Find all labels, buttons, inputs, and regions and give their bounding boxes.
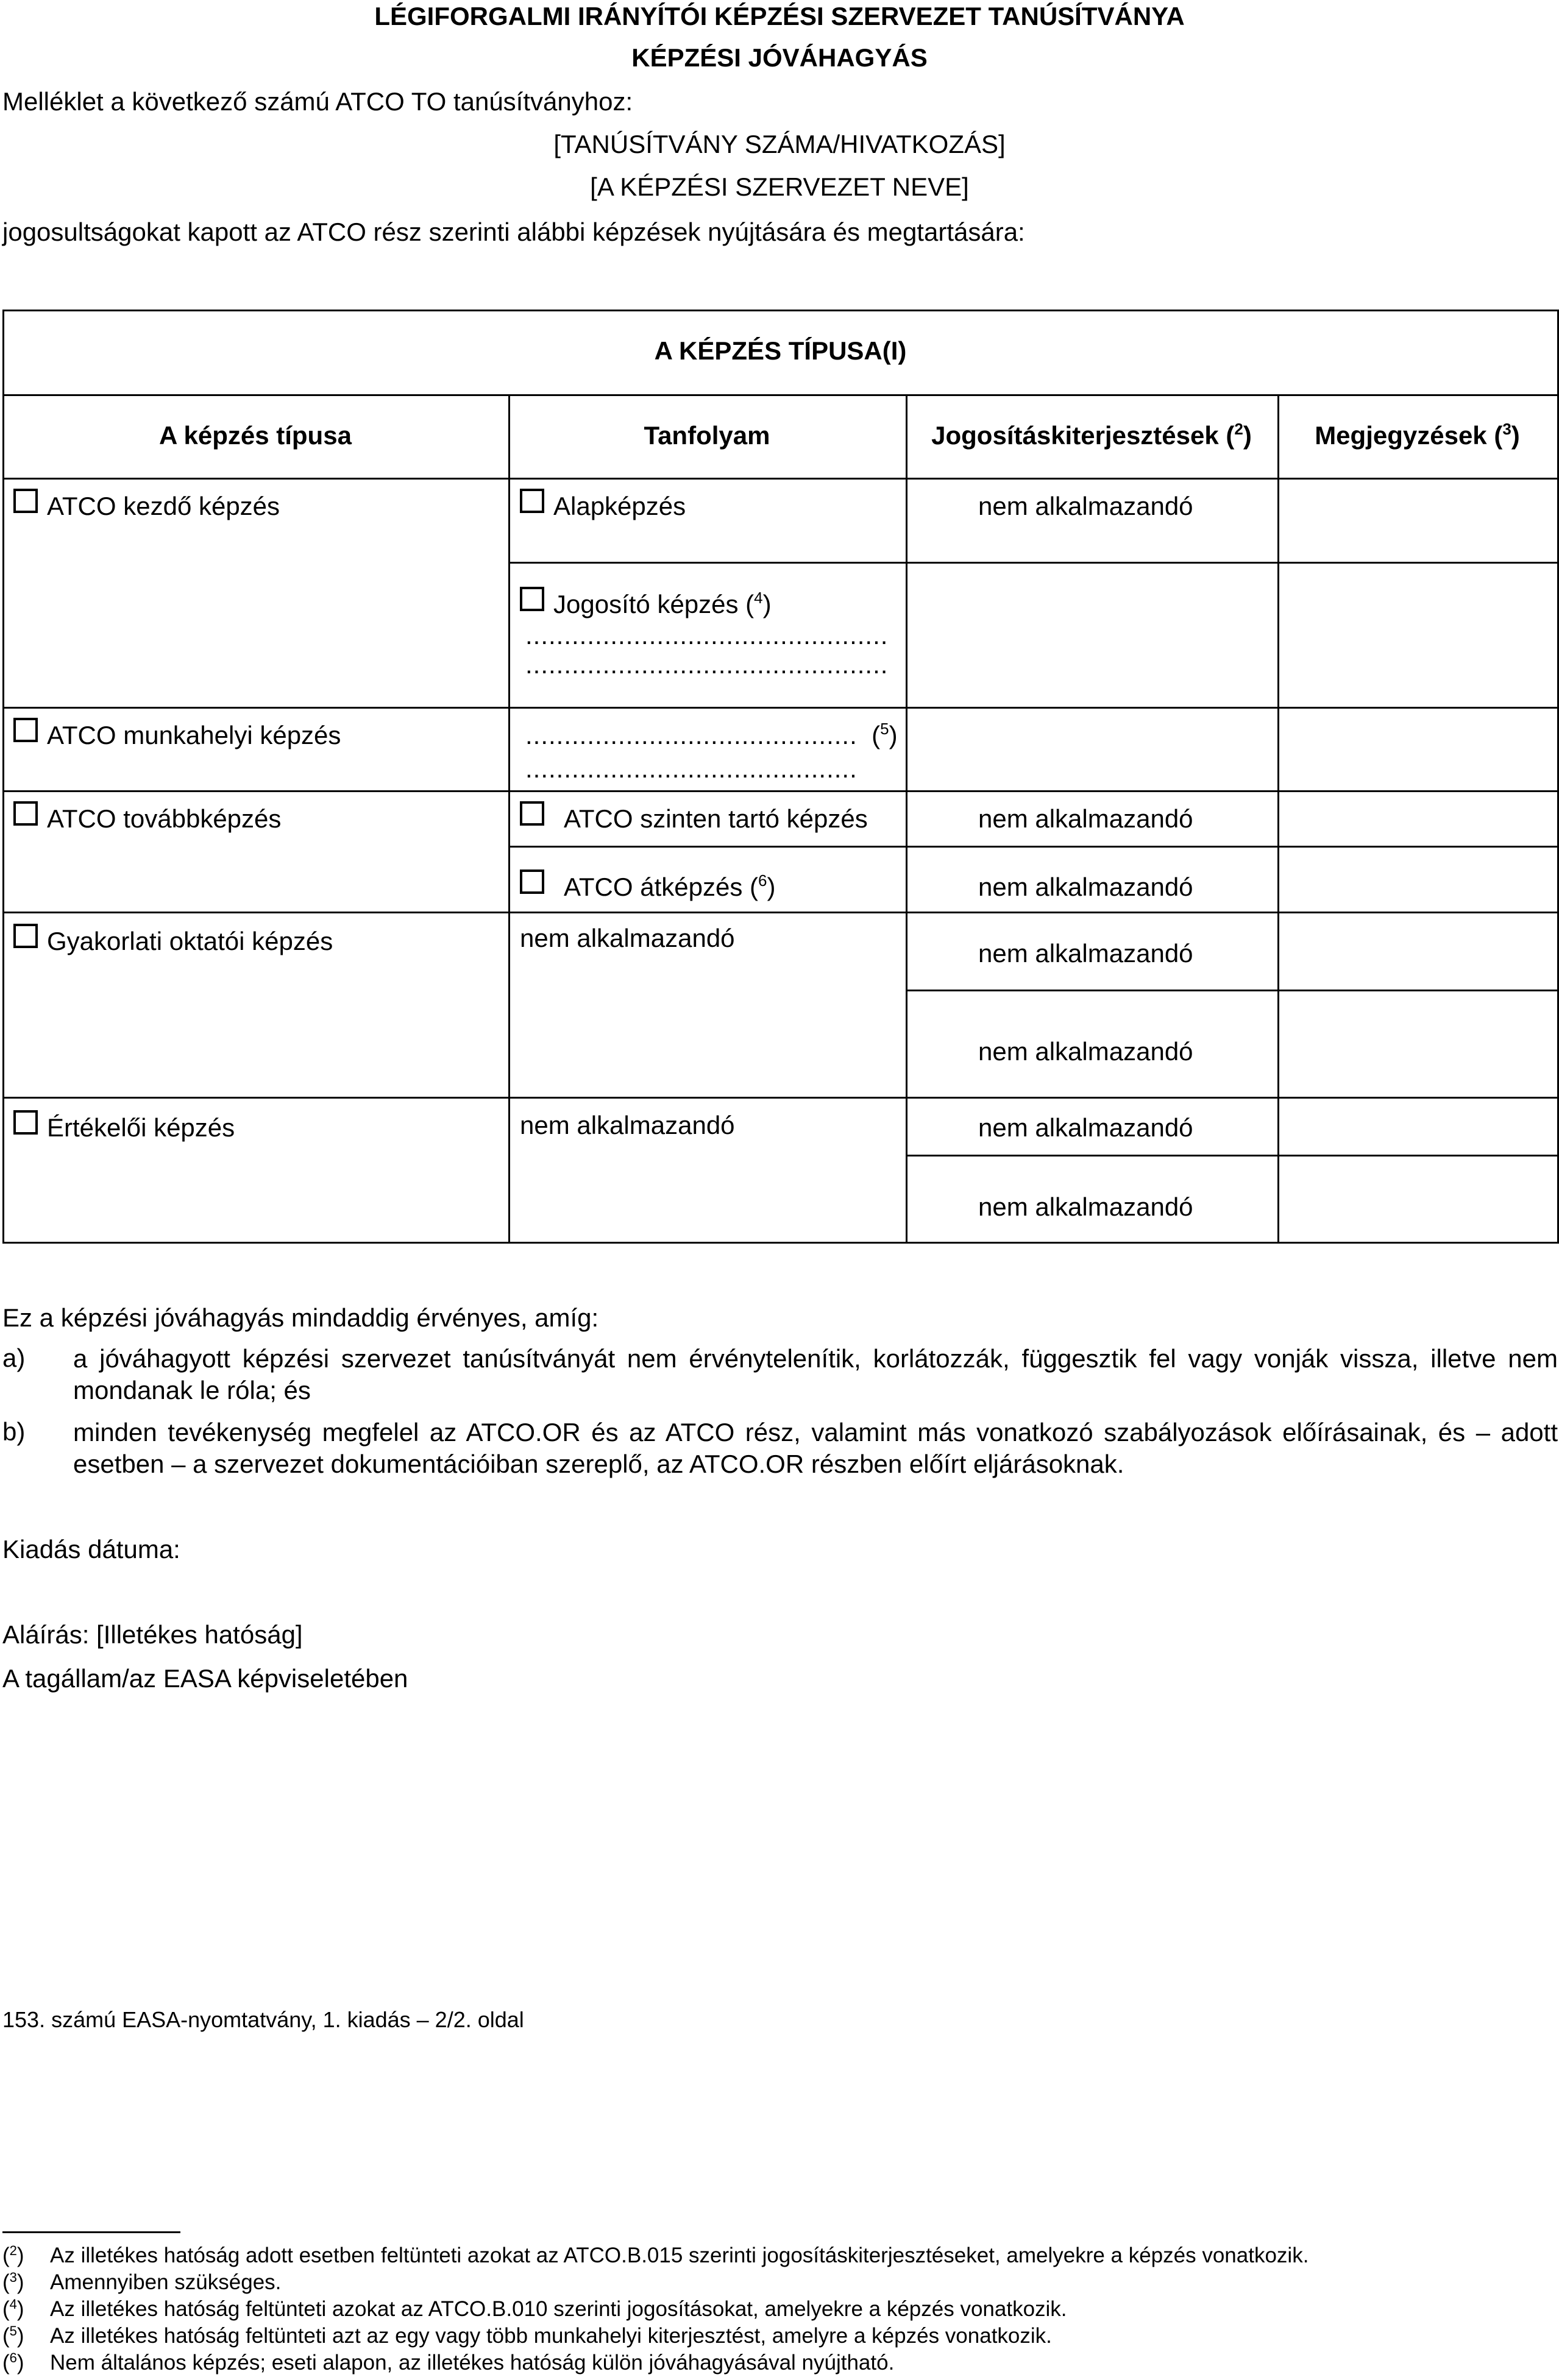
footnote-6-sup: 6 <box>9 2350 17 2365</box>
column-header-rating-endorsements <box>906 420 1277 451</box>
na-assessor-endorsements-1: nem alkalmazandó <box>978 1113 1193 1142</box>
na-practical-endorsements-2: nem alkalmazandó <box>978 1037 1193 1066</box>
issue-date-label: Kiadás dátuma: <box>2 1535 180 1564</box>
checkbox-rating-training[interactable] <box>520 587 544 611</box>
condition-a-text: a jóváhagyott képzési szervezet tanúsítványát nem érvénytelenítik, korlátozzák, függesztik fel vagy vonják vissza, illetve nem mondanak le róla; és <box>73 1344 1558 1404</box>
na-assessor-course: nem alkalmazandó <box>520 1111 735 1139</box>
na-conversion-endorsements: nem alkalmazandó <box>978 873 1193 901</box>
col3-close: ) <box>1243 421 1252 450</box>
signature-line: Aláírás: [Illetékes hatóság] <box>2 1620 303 1649</box>
unit-footnote-ref: 5 <box>880 720 889 738</box>
col4-close: ) <box>1511 421 1520 450</box>
footnote-4-text: Az illetékes hatóság feltünteti azokat az ATCO.B.010 szerinti jogosításokat, amelyekre a képzés vonatkozik. <box>50 2297 1067 2321</box>
rating-course-close: ) <box>762 590 772 618</box>
footnote-4-num: ($^4$) <box>2 2297 24 2321</box>
checkbox-unit-training[interactable] <box>13 718 38 742</box>
na-practical-endorsements-1: nem alkalmazandó <box>978 939 1193 968</box>
na-practical-course: nem alkalmazandó <box>520 924 735 952</box>
checkbox-initial-training[interactable] <box>13 489 38 513</box>
row-continuation-training: ATCO továbbképzés <box>47 804 282 833</box>
rating-footnote-ref: 4 <box>754 589 763 607</box>
table-caption: A KÉPZÉS TÍPUSA(I) <box>654 336 907 365</box>
col3-text: Jogosításkiterjesztések ( <box>931 421 1235 450</box>
footnote-2-sup: 2 <box>9 2243 17 2258</box>
row-initial-training: ATCO kezdő képzés <box>47 492 280 520</box>
condition-b-text: minden tevékenység megfelel az ATCO.OR és az ATCO rész, valamint más vonatkozó szabályozások előírásainak, és – adott esetben – a szervezet dokumentációiban szereplő, az ATCO.OR részben előírt eljárásoknak. <box>73 1418 1558 1478</box>
course-conversion-training <box>564 872 775 902</box>
form-reference: 153. számú EASA-nyomtatvány, 1. kiadás – 2/2. oldal <box>2 2007 524 2032</box>
unit-training-course <box>525 720 898 751</box>
document-title: LÉGIFORGALMI IRÁNYÍTÓI KÉPZÉSI SZERVEZET TANÚSÍTVÁNYA <box>374 2 1185 30</box>
conversion-course-close: ) <box>767 873 776 901</box>
organisation-name: [A KÉPZÉSI SZERVEZET NEVE] <box>590 172 969 201</box>
footnote-3-text: Amennyiben szükséges. <box>50 2270 282 2294</box>
footnote-3-num: ($^3$) <box>2 2270 24 2294</box>
footnote-2-text: Az illetékes hatóság adott esetben feltünteti azokat az ATCO.B.015 szerinti jogosításkiterjesztéseket, amelyekre a képzés vonatkozik. <box>50 2244 1309 2267</box>
rating-dots-line-2: ............................................... <box>525 650 889 679</box>
na-refresher-endorsements: nem alkalmazandó <box>978 804 1193 833</box>
col4-footnote-ref: 3 <box>1502 420 1511 438</box>
col3-footnote-ref: 2 <box>1234 420 1243 438</box>
condition-b-label: b) <box>2 1417 26 1446</box>
checkbox-conversion-training[interactable] <box>520 869 544 894</box>
column-header-course: Tanfolyam <box>644 421 770 450</box>
on-behalf-line: A tagállam/az EASA képviseletében <box>2 1664 408 1693</box>
column-header-training-type: A képzés típusa <box>159 421 352 450</box>
annex-line: Melléklet a következő számú ATCO TO tanúsítványhoz: <box>2 87 633 116</box>
checkbox-refresher-training[interactable] <box>520 801 544 826</box>
privileges-intro: jogosultságokat kapott az ATCO rész szerinti alábbi képzések nyújtására és megtartására: <box>2 218 1025 246</box>
conversion-footnote-ref: 6 <box>758 871 767 890</box>
footnote-6-text: Nem általános képzés; eseti alapon, az illetékes hatóság külön jóváhagyásával nyújtható. <box>50 2351 895 2375</box>
footnote-6-num: ($^6$) <box>2 2350 24 2375</box>
row-unit-training: ATCO munkahelyi képzés <box>47 721 341 749</box>
column-header-remarks <box>1277 420 1557 451</box>
checkbox-assessor-training[interactable] <box>13 1110 38 1135</box>
unit-open-paren: ( <box>864 721 881 749</box>
checkbox-basic-training[interactable] <box>520 489 544 513</box>
course-refresher-training: ATCO szinten tartó képzés <box>564 804 868 833</box>
checkbox-practical-instructor-training[interactable] <box>13 924 38 948</box>
footnote-5-num: ($^5$) <box>2 2323 24 2348</box>
footnote-4-sup: 4 <box>9 2297 17 2312</box>
course-basic-training: Alapképzés <box>553 492 686 520</box>
na-basic-endorsements: nem alkalmazandó <box>978 492 1193 520</box>
unit-close-paren: ) <box>889 721 898 749</box>
rating-course-text: Jogosító képzés ( <box>553 590 755 618</box>
col4-text: Megjegyzések ( <box>1315 421 1503 450</box>
footnote-separator <box>2 2231 180 2233</box>
rating-dots-line-1: ............................................... <box>525 621 889 650</box>
condition-a-label: a) <box>2 1344 26 1372</box>
course-rating-training <box>553 589 772 620</box>
certificate-reference: [TANÚSÍTVÁNY SZÁMA/HIVATKOZÁS] <box>553 130 1006 158</box>
document-subtitle: KÉPZÉSI JÓVÁHAGYÁS <box>631 43 928 72</box>
footnote-5-text: Az illetékes hatóság feltünteti azt az egy vagy több munkahelyi kiterjesztést, amelyre a képzés vonatkozik. <box>50 2324 1052 2348</box>
unit-dots-line-2: ........................................... <box>525 754 858 783</box>
validity-intro: Ez a képzési jóváhagyás mindaddig érvényes, amíg: <box>2 1303 599 1332</box>
unit-dots-line-1: ........................................... <box>525 721 858 749</box>
checkbox-continuation-training[interactable] <box>13 801 38 826</box>
conversion-course-text: ATCO átképzés ( <box>564 873 758 901</box>
na-assessor-endorsements-2: nem alkalmazandó <box>978 1192 1193 1221</box>
footnote-3-sup: 3 <box>9 2270 17 2285</box>
row-practical-instructor-training: Gyakorlati oktatói képzés <box>47 927 333 955</box>
row-assessor-training: Értékelői képzés <box>47 1113 235 1142</box>
footnote-5-sup: 5 <box>9 2323 17 2339</box>
footnote-2-num: ($^2$) <box>2 2243 24 2267</box>
